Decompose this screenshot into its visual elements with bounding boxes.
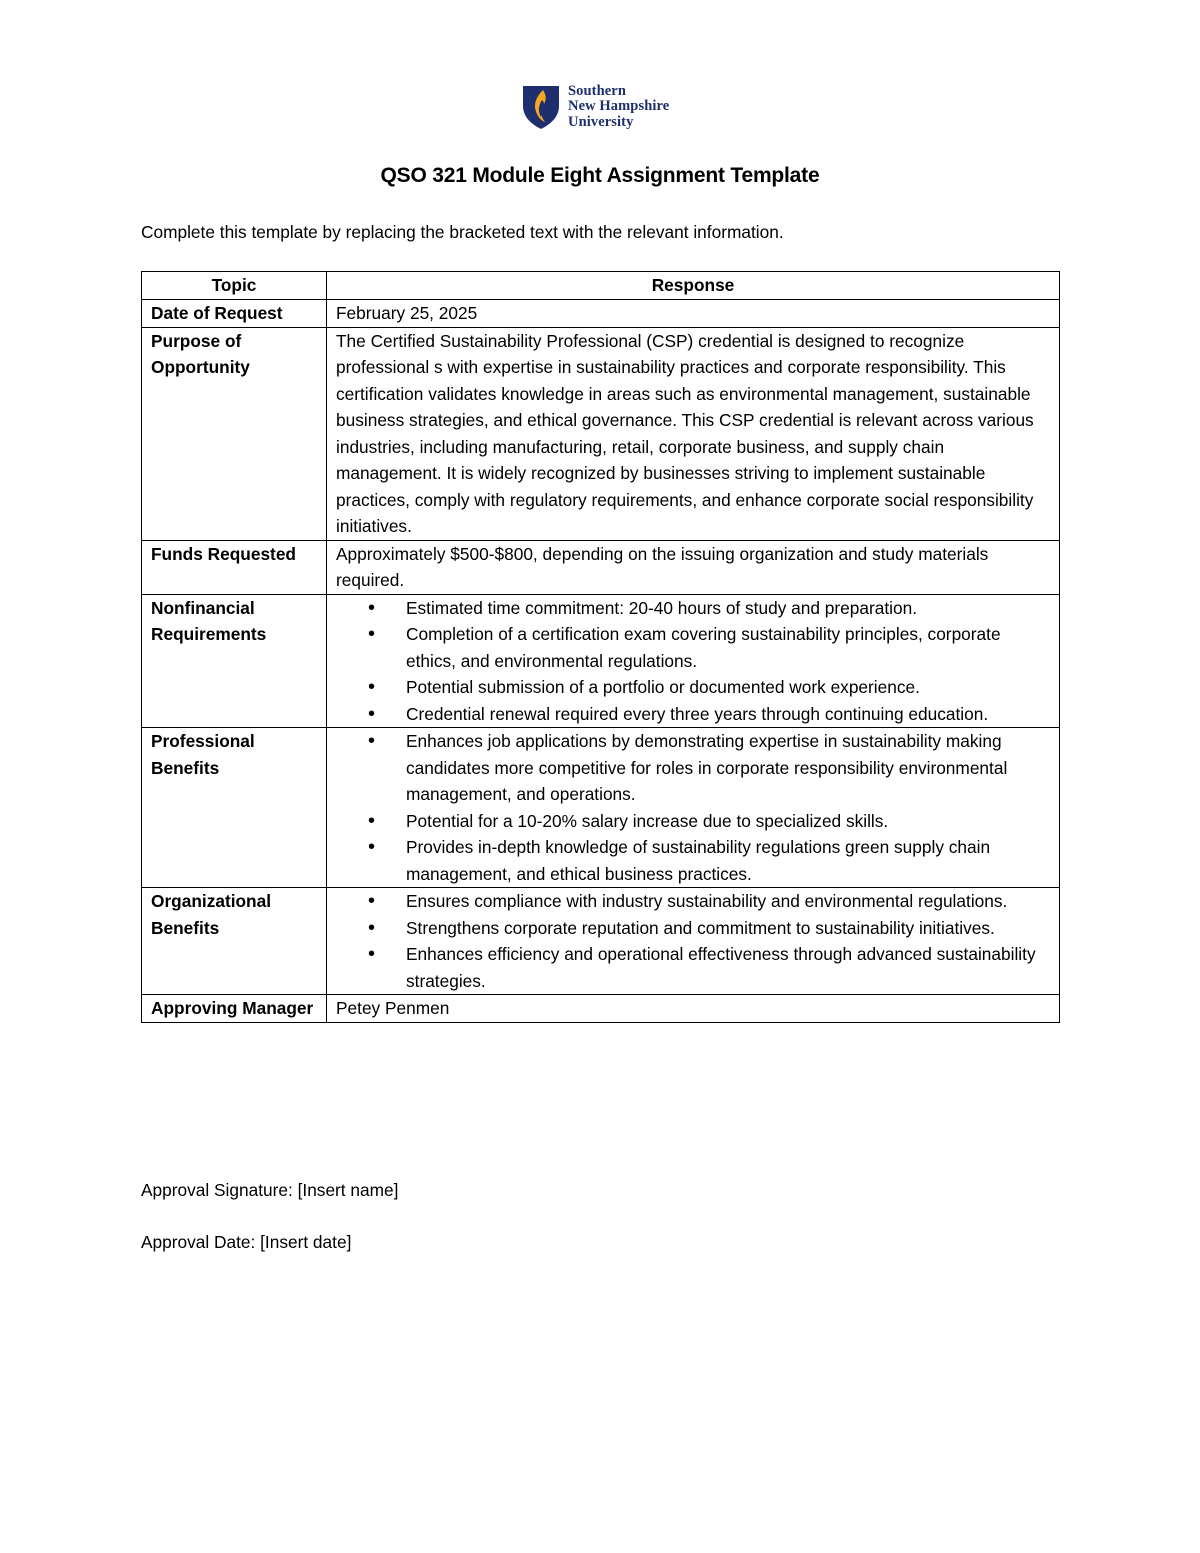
logo-line-3: University <box>568 113 634 130</box>
organizational-list <box>336 888 1050 994</box>
topic-funds: Funds Requested <box>142 540 327 594</box>
list-item: • Ensures compliance with industry sustainability and environmental regulations. <box>406 888 1050 915</box>
approval-signature: Approval Signature: [Insert name] <box>141 1180 399 1200</box>
table-row-manager <box>142 995 1060 1023</box>
snhu-logo <box>521 84 669 130</box>
document-title: QSO 321 Module Eight Assignment Template <box>380 164 820 187</box>
response-manager: Petey Penmen <box>327 995 1060 1023</box>
response-purpose: The Certified Sustainability Professional (CSP) credential is designed to recognize professional s with expertise in sustainability practices and corporate responsibility. This certification validates knowledge in areas such as environmental management, sustainable business strategies, and ethical governance. This CSP credential is relevant across various industries, including manufacturing, retail, corporate business, and supply chain management. It is widely recognized by businesses striving to implement sustainable practices, comply with regulatory requirements, and enhance corporate social responsibility initiatives. <box>327 327 1060 540</box>
topic-purpose: Purpose of Opportunity <box>142 327 327 540</box>
topic-nonfinancial: Nonfinancial Requirements <box>142 594 327 728</box>
table-row-funds <box>142 540 1060 594</box>
logo-line-2: New Hampshire <box>568 98 670 115</box>
topic-professional: Professional Benefits <box>142 728 327 888</box>
list-item: • Credential renewal required every three years through continuing education. <box>406 701 1050 728</box>
professional-list <box>336 728 1050 887</box>
logo-line-1: Southern <box>568 82 627 99</box>
topic-date-of-request: Date of Request <box>142 300 327 328</box>
logo-wordmark <box>568 84 669 131</box>
list-item: • Potential submission of a portfolio or documented work experience. <box>406 674 1050 701</box>
list-item: • Potential for a 10-20% salary increase due to specialized skills. <box>406 808 1050 835</box>
response-professional <box>327 728 1060 888</box>
approval-date: Approval Date: [Insert date] <box>141 1232 352 1252</box>
list-item: • Enhances job applications by demonstrating expertise in sustainability making candidates more competitive for roles in corporate responsibility environmental management, and operations. <box>406 728 1050 808</box>
header-topic: Topic <box>142 272 327 300</box>
nonfinancial-list <box>336 595 1050 728</box>
list-item: • Enhances efficiency and operational effectiveness through advanced sustainability strategies. <box>406 941 1050 994</box>
table-header-row <box>142 272 1060 300</box>
shield-flame-icon <box>521 84 561 130</box>
table-row-purpose <box>142 327 1060 540</box>
table-row-date <box>142 300 1060 328</box>
list-item: • Provides in-depth knowledge of sustainability regulations green supply chain management, and ethical business practices. <box>406 834 1050 887</box>
response-organizational <box>327 888 1060 995</box>
list-item: • Strengthens corporate reputation and commitment to sustainability initiatives. <box>406 915 1050 942</box>
header-response: Response <box>327 272 1060 300</box>
topic-organizational: Organizational Benefits <box>142 888 327 995</box>
response-nonfinancial <box>327 594 1060 728</box>
response-date-of-request: February 25, 2025 <box>327 300 1060 328</box>
list-item: • Completion of a certification exam covering sustainability principles, corporate ethics, and environmental regulations. <box>406 621 1050 674</box>
list-item: • Estimated time commitment: 20-40 hours of study and preparation. <box>406 595 1050 622</box>
table-row-organizational <box>142 888 1060 995</box>
table-row-nonfinancial <box>142 594 1060 728</box>
response-funds: Approximately $500-$800, depending on the issuing organization and study materials required. <box>327 540 1060 594</box>
instructions-text: Complete this template by replacing the bracketed text with the relevant information. <box>141 222 784 242</box>
table-row-professional <box>142 728 1060 888</box>
topic-manager: Approving Manager <box>142 995 327 1023</box>
request-table <box>141 271 1060 1023</box>
